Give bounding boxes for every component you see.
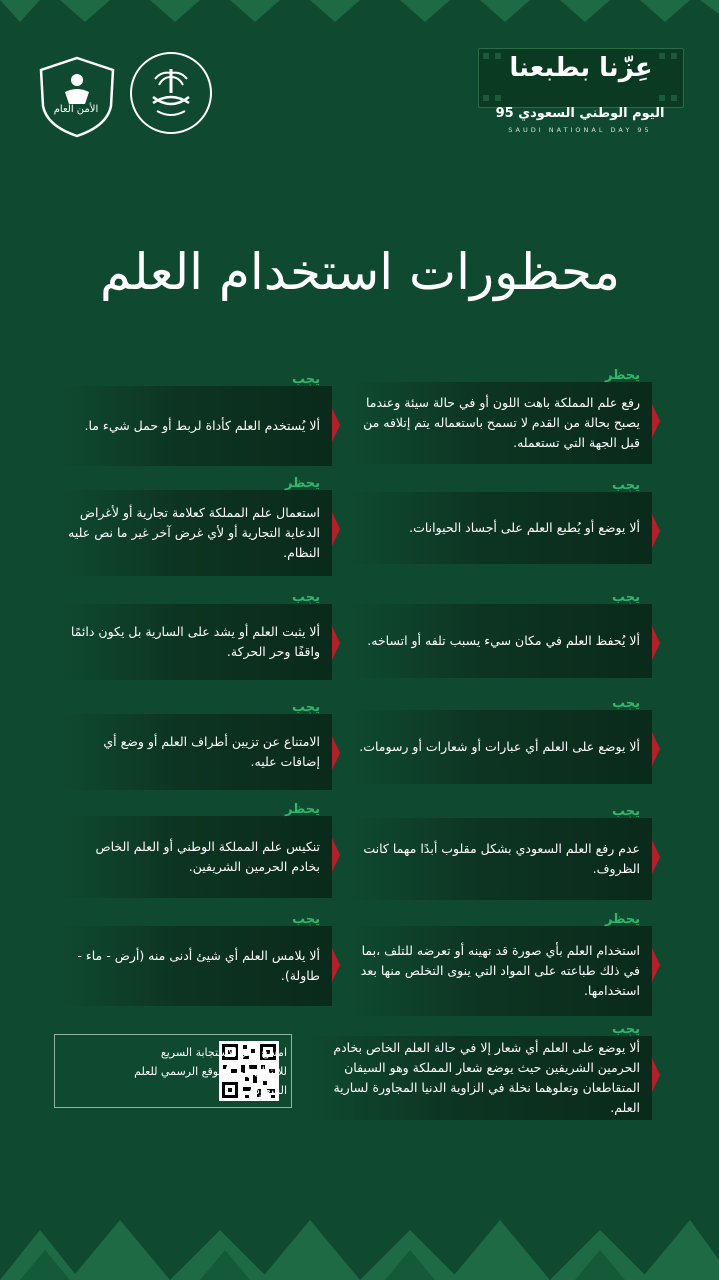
rule-card	[56, 590, 332, 680]
red-marker-icon	[332, 408, 340, 442]
rule-tag: يجب	[291, 700, 320, 715]
red-marker-icon	[332, 838, 340, 872]
red-marker-icon	[652, 840, 660, 874]
rule-card	[346, 804, 652, 900]
rule-text: استخدام العلم بأي صورة قد تهينه أو تعرضه للتلف ،بما في ذلك طباعته على المواد التي ينوى التخلص منها بعد استخدامها.	[360, 943, 640, 998]
rule-card	[56, 476, 332, 576]
national-day-slogan: عِزّنا بطبعنا	[509, 53, 653, 83]
rule-tag: يجب	[611, 478, 640, 493]
rule-card	[56, 912, 332, 1006]
red-marker-icon	[652, 404, 660, 438]
rule-tag: يجب	[611, 804, 640, 819]
rule-card	[56, 372, 332, 466]
red-marker-icon	[652, 514, 660, 548]
rule-tag: يجب	[611, 696, 640, 711]
rule-text: رفع علم المملكة باهت اللون أو في حالة سيئة وعندما يصبح بحالة من القدم لا تسمح باستعماله يتم إتلافه من قبل الجهة التي تستعمله.	[363, 395, 640, 450]
rule-text: ألا يثبت العلم أو يشد على السارية بل يكون دائمًا واقفًا وحر الحركة.	[70, 624, 320, 659]
national-day-english: SAUDI NATIONAL DAY 95	[508, 126, 652, 134]
rule-text: ألا يوضع على العلم أي شعار إلا في حالة العلم الخاص بخادم الحرمين الشريفين حيث يوضع شعار المملكة وهو السيفان المتقاطعان وتعلوهما نخلة في الزاوية الدنيا المجاورة لسارية العلم.	[333, 1040, 640, 1115]
red-marker-icon	[332, 512, 340, 546]
red-marker-icon	[332, 948, 340, 982]
qr-section	[54, 1034, 292, 1108]
rule-card	[346, 368, 652, 464]
rule-text: ألا يوضع أو يُطبع العلم على أجساد الحيوانات.	[409, 520, 640, 535]
rule-tag: يجب	[291, 372, 320, 387]
national-day-subtitle: اليوم الوطني السعودي 95	[495, 106, 665, 121]
rule-tag: يحظر	[284, 802, 320, 817]
rule-tag: يجب	[611, 1022, 640, 1037]
public-security-logo	[37, 56, 117, 138]
ministry-emblem	[130, 52, 212, 134]
rule-text: عدم رفع العلم السعودي بشكل مقلوب أبدًا مهما كانت الظروف.	[363, 841, 640, 876]
rule-tag: يجب	[291, 912, 320, 927]
red-marker-icon	[652, 626, 660, 660]
rule-card	[302, 1022, 652, 1120]
rule-text: ألا يُحفظ العلم في مكان سيء يسبب تلفه أو اتساخه.	[367, 633, 640, 648]
rule-text: ألا يلامس العلم أي شيئ أدنى منه (أرض - ماء - طاولة).	[77, 948, 320, 983]
red-marker-icon	[652, 732, 660, 766]
red-marker-icon	[652, 1058, 660, 1092]
rule-card	[346, 912, 652, 1016]
rule-tag: يحظر	[284, 476, 320, 491]
security-logo-text: الأمن العام	[53, 104, 99, 115]
rule-tag: يحظر	[604, 912, 640, 927]
red-marker-icon	[332, 626, 340, 660]
rule-card	[56, 700, 332, 790]
rule-card	[346, 696, 652, 784]
rule-card	[346, 478, 652, 564]
bottom-pattern	[0, 1190, 719, 1280]
rule-tag: يجب	[291, 590, 320, 605]
rule-card	[346, 590, 652, 678]
rule-text: استعمال علم المملكة كعلامة تجارية أو لأغراض الدعاية التجارية أو لأي غرض آخر غير ما نص عليه النظام.	[68, 505, 320, 560]
rule-text: الامتناع عن تزيين أطراف العلم أو وضع أي إضافات عليه.	[103, 734, 320, 769]
rule-card	[56, 802, 332, 898]
top-pattern	[0, 0, 719, 26]
page-title: محظورات استخدام العلم	[99, 243, 621, 301]
rule-tag: يجب	[611, 590, 640, 605]
rule-text: تنكيس علم المملكة الوطني أو العلم الخاص بخادم الحرمين الشريفين.	[95, 839, 320, 874]
rule-text: ألا يُستخدم العلم كأداة لربط أو حمل شيء ما.	[84, 418, 320, 433]
rule-text: ألا يوضع على العلم أي عبارات أو شعارات أو رسومات.	[359, 739, 640, 754]
red-marker-icon	[332, 736, 340, 770]
palm-swords-icon	[141, 63, 201, 123]
qr-instructions: امسح رمز الاستجابة السريع للانتقال إلى الموقع الرسمي للعلم السعودي	[134, 1046, 287, 1097]
red-marker-icon	[652, 948, 660, 982]
rule-tag: يحظر	[604, 368, 640, 383]
national-day-logo	[478, 48, 684, 108]
